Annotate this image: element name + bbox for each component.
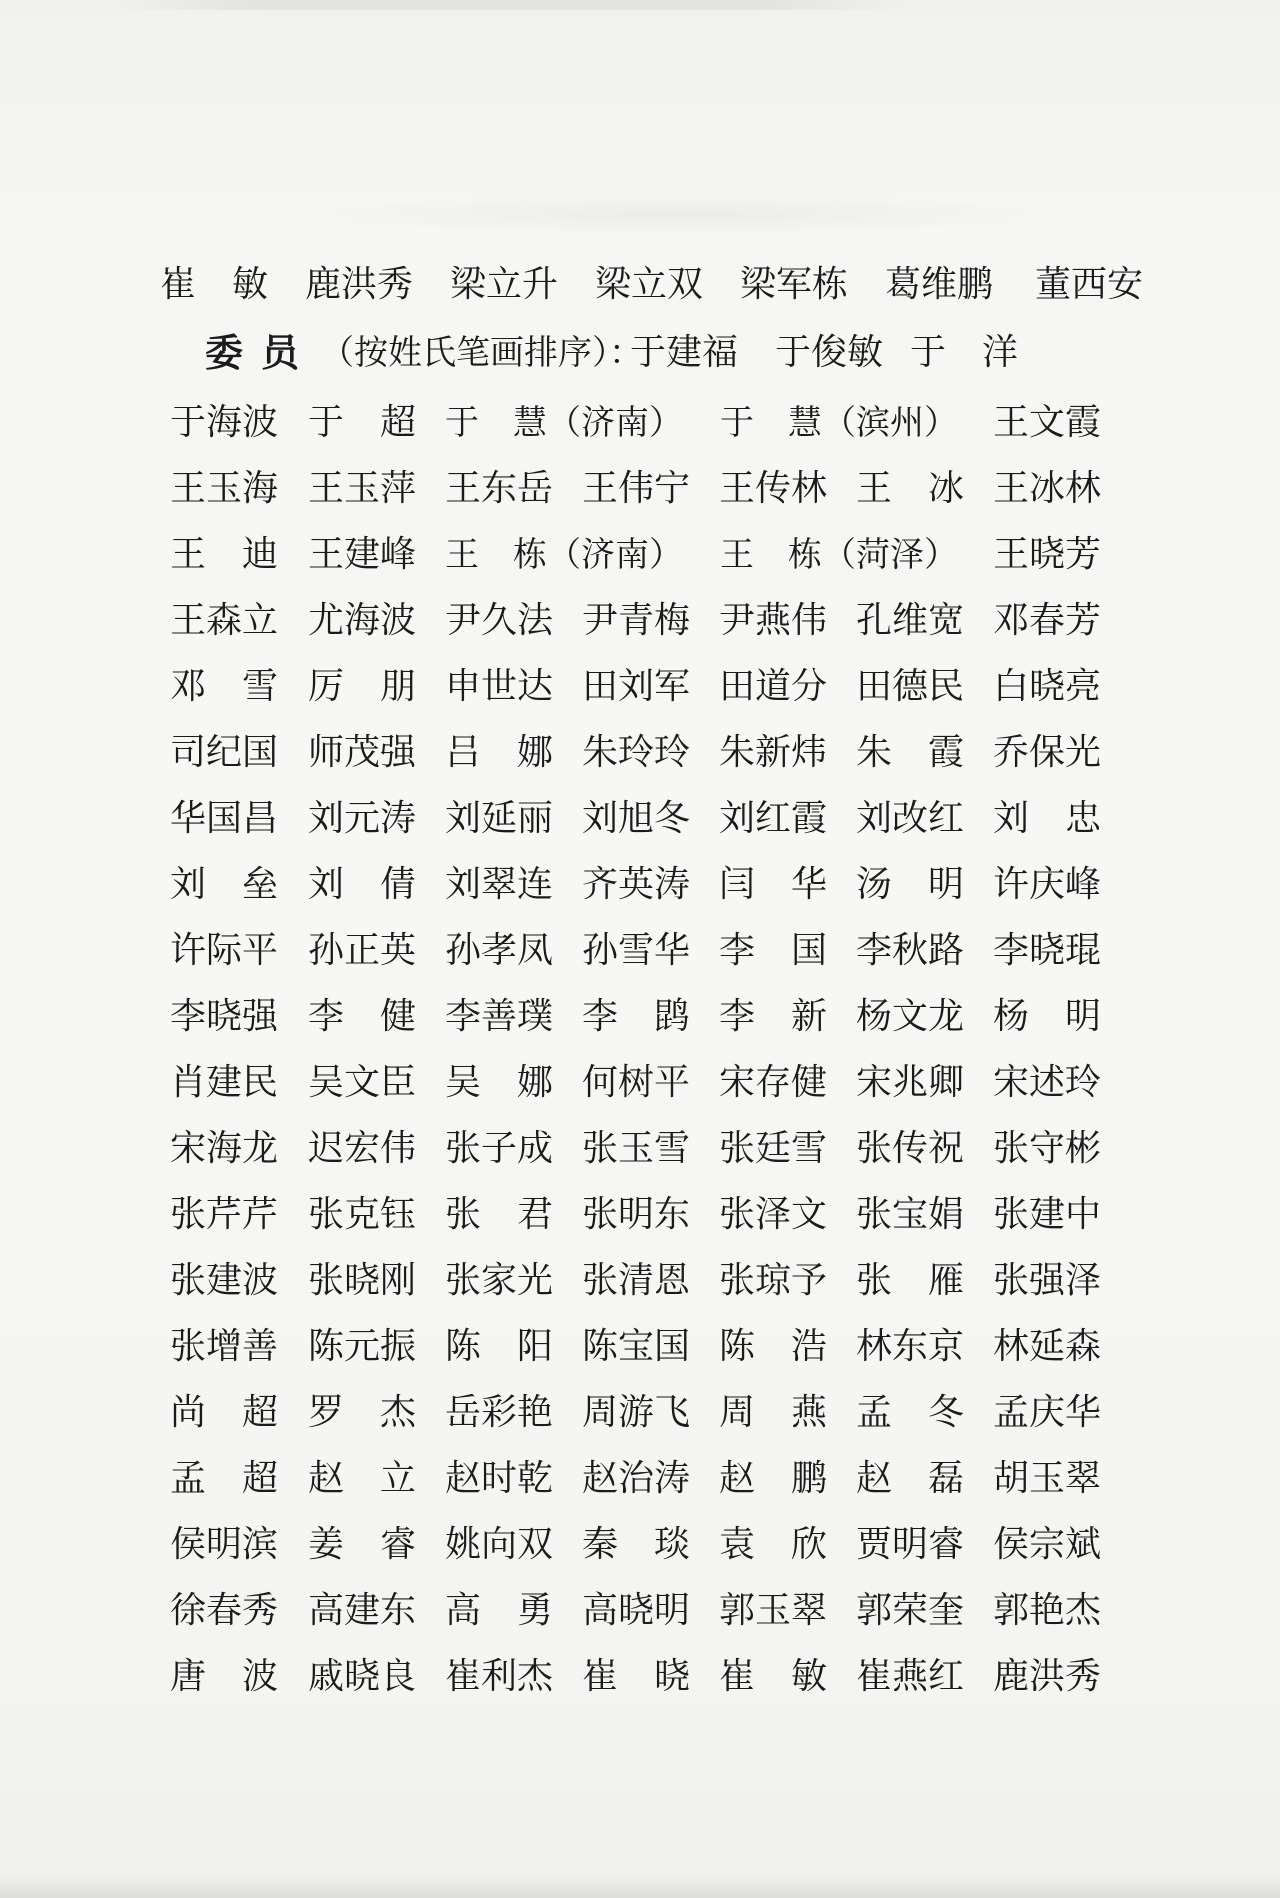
name-cell: 张廷雪 [719,1128,828,1169]
name-cell: 刘旭冬 [582,798,691,839]
name-cell: 赵 鹏 [719,1458,828,1499]
committee-heading [0,328,1280,378]
name-cell: 刘改红 [856,798,965,839]
name-cell: 齐英涛 [582,864,691,905]
name-row [0,728,1280,778]
name-cell: 陈元振 [308,1326,417,1367]
name-cell: 田刘军 [582,666,691,707]
name-cell: 赵治涛 [582,1458,691,1499]
name-row [0,1388,1280,1438]
name-cell: 宋海龙 [170,1128,279,1169]
name-cell: 尤海波 [308,600,417,641]
name-cell: 王玉海 [170,468,279,509]
name-row [0,1586,1280,1636]
name-cell: 刘红霞 [719,798,828,839]
name-cell: 刘翠连 [445,864,554,905]
name-row [0,926,1280,976]
name-cell: 王冰林 [993,468,1102,509]
name-cell: 罗 杰 [308,1392,417,1433]
name-cell: 张琼予 [719,1260,828,1301]
name-cell: 张建中 [993,1194,1102,1235]
name-cell: 张清恩 [582,1260,691,1301]
name-cell: 吴文臣 [308,1062,417,1103]
name-cell: 鹿洪秀 [993,1656,1102,1697]
name-cell: 李 健 [308,996,417,1037]
name-cell: 王建峰 [308,534,417,575]
name-cell: 刘 倩 [308,864,417,905]
name-row [0,992,1280,1042]
name-cell: 闫 华 [719,864,828,905]
name-cell: 李 新 [719,996,828,1037]
name-cell: 林东京 [856,1326,965,1367]
name-cell: 孙正英 [308,930,417,971]
name-cell: 吴 娜 [445,1062,554,1103]
name-cell: 胡玉翠 [993,1458,1102,1499]
name-cell: 袁 欣 [719,1524,828,1565]
name-row [0,530,1280,580]
name-row [0,1190,1280,1240]
name-cell: 于海波 [170,402,279,443]
name-cell: 梁立双 [595,264,704,305]
name-cell: 崔 敏 [719,1656,828,1697]
name-cell: 于 超 [308,402,417,443]
name-cell: 乔保光 [993,732,1102,773]
name-cell: 贾明睿 [856,1524,965,1565]
name-row [0,1124,1280,1174]
name-cell: 刘元涛 [308,798,417,839]
name-cell: 张玉雪 [582,1128,691,1169]
name-row [0,1652,1280,1702]
name-cell: 汤 明 [856,864,965,905]
name-cell: 田道分 [719,666,828,707]
name-cell: 姚向双 [445,1524,554,1565]
name-cell: 张克钰 [308,1194,417,1235]
name-row [0,1520,1280,1570]
name-cell: 侯宗斌 [993,1524,1102,1565]
name-cell: 高建东 [308,1590,417,1631]
name-cell: 戚晓良 [308,1656,417,1697]
name-row [0,794,1280,844]
name-cell: 陈宝国 [582,1326,691,1367]
name-cell: 崔燕红 [856,1656,965,1697]
name-cell: 刘 垒 [170,864,279,905]
name-cell: 崔 敏 [160,264,269,305]
name-row [0,1256,1280,1306]
name-cell: 梁立升 [450,264,559,305]
name-cell: 杨 明 [993,996,1102,1037]
name-cell: 邓春芳 [993,600,1102,641]
name-cell: 朱 霞 [856,732,965,773]
name-cell: 崔 晓 [582,1656,691,1697]
name-cell: 于 慧（济南） [445,403,683,443]
name-cell: 姜 睿 [308,1524,417,1565]
name-cell: 孟 超 [170,1458,279,1499]
name-cell: 吕 娜 [445,732,554,773]
name-cell: 董西安 [1035,264,1144,305]
name-row [0,860,1280,910]
name-cell: 于建福 [630,332,739,373]
name-cell: 师茂强 [308,732,417,773]
name-cell: 王玉萍 [308,468,417,509]
name-cell: 周游飞 [582,1392,691,1433]
name-cell: 张 君 [445,1194,554,1235]
name-cell: 刘延丽 [445,798,554,839]
name-cell: 张传祝 [856,1128,965,1169]
name-cell: 高 勇 [445,1590,554,1631]
name-cell: 厉 朋 [308,666,417,707]
name-cell: 张建波 [170,1260,279,1301]
name-cell: 迟宏伟 [308,1128,417,1169]
name-cell: 何树平 [582,1062,691,1103]
name-cell: 岳彩艳 [445,1392,554,1433]
name-cell: 宋存健 [719,1062,828,1103]
name-cell: 司纪国 [170,732,279,773]
committee-label: 委员 [205,330,318,375]
name-cell: 于俊敏 [775,332,884,373]
name-cell: 王 栋（菏泽） [720,535,958,575]
name-cell: 王晓芳 [993,534,1102,575]
name-cell: 张增善 [170,1326,279,1367]
name-cell: 孟庆华 [993,1392,1102,1433]
name-cell: 朱新炜 [719,732,828,773]
name-cell: 徐春秀 [170,1590,279,1631]
name-cell: 朱玲玲 [582,732,691,773]
name-cell: 张芹芹 [170,1194,279,1235]
name-cell: 邓 雪 [170,666,279,707]
scan-bleed-through [300,195,1060,235]
name-cell: 许庆峰 [993,864,1102,905]
name-cell: 高晓明 [582,1590,691,1631]
name-cell: 尹久法 [445,600,554,641]
name-cell: 张强泽 [993,1260,1102,1301]
name-cell: 陈 浩 [719,1326,828,1367]
name-cell: 林延森 [993,1326,1102,1367]
name-cell: 张子成 [445,1128,554,1169]
name-row-top [0,260,1280,310]
name-cell: 宋兆卿 [856,1062,965,1103]
name-cell: 郭玉翠 [719,1590,828,1631]
name-cell: 李秋路 [856,930,965,971]
name-cell: 梁军栋 [740,264,849,305]
name-cell: 王文霞 [993,402,1102,443]
name-cell: 陈 阳 [445,1326,554,1367]
name-cell: 葛维鹏 [885,264,994,305]
name-row [0,398,1280,448]
name-cell: 唐 波 [170,1656,279,1697]
name-cell: 张明东 [582,1194,691,1235]
name-cell: 郭艳杰 [993,1590,1102,1631]
name-cell: 王伟宁 [582,468,691,509]
name-cell: 崔利杰 [445,1656,554,1697]
committee-sort-note: （按姓氏笔画排序）： [320,333,643,373]
name-cell: 李晓强 [170,996,279,1037]
name-cell: 尹燕伟 [719,600,828,641]
scan-edge-top [100,0,920,10]
name-cell: 孔维宽 [856,600,965,641]
name-cell: 李 鹍 [582,996,691,1037]
name-cell: 于 洋 [910,332,1019,373]
name-cell: 尚 超 [170,1392,279,1433]
name-cell: 王传林 [719,468,828,509]
name-row [0,1058,1280,1108]
scan-edge-bottom [0,1876,1280,1898]
name-cell: 赵时乾 [445,1458,554,1499]
name-cell: 王 栋（济南） [445,535,683,575]
name-cell: 尹青梅 [582,600,691,641]
name-row [0,662,1280,712]
name-cell: 张 雁 [856,1260,965,1301]
name-cell: 田德民 [856,666,965,707]
name-cell: 杨文龙 [856,996,965,1037]
name-row [0,596,1280,646]
name-cell: 李善璞 [445,996,554,1037]
name-cell: 张家光 [445,1260,554,1301]
name-cell: 白晓亮 [993,666,1102,707]
name-row [0,1322,1280,1372]
name-cell: 鹿洪秀 [305,264,414,305]
name-row [0,464,1280,514]
name-cell: 王 迪 [170,534,279,575]
name-cell: 李 国 [719,930,828,971]
name-cell: 张宝娟 [856,1194,965,1235]
name-cell: 孙雪华 [582,930,691,971]
name-cell: 张泽文 [719,1194,828,1235]
name-cell: 宋述玲 [993,1062,1102,1103]
name-cell: 赵 立 [308,1458,417,1499]
name-cell: 华国昌 [170,798,279,839]
name-cell: 周 燕 [719,1392,828,1433]
name-cell: 刘 忠 [993,798,1102,839]
name-cell: 张晓刚 [308,1260,417,1301]
name-cell: 王东岳 [445,468,554,509]
name-cell: 秦 琰 [582,1524,691,1565]
name-cell: 侯明滨 [170,1524,279,1565]
name-cell: 王森立 [170,600,279,641]
name-cell: 于 慧（滨州） [720,403,958,443]
name-cell: 张守彬 [993,1128,1102,1169]
name-cell: 王 冰 [856,468,965,509]
name-cell: 赵 磊 [856,1458,965,1499]
name-row [0,1454,1280,1504]
name-cell: 孙孝凤 [445,930,554,971]
name-cell: 郭荣奎 [856,1590,965,1631]
name-cell: 孟 冬 [856,1392,965,1433]
name-cell: 许际平 [170,930,279,971]
name-cell: 肖建民 [170,1062,279,1103]
name-cell: 李晓琨 [993,930,1102,971]
name-cell: 申世达 [445,666,554,707]
